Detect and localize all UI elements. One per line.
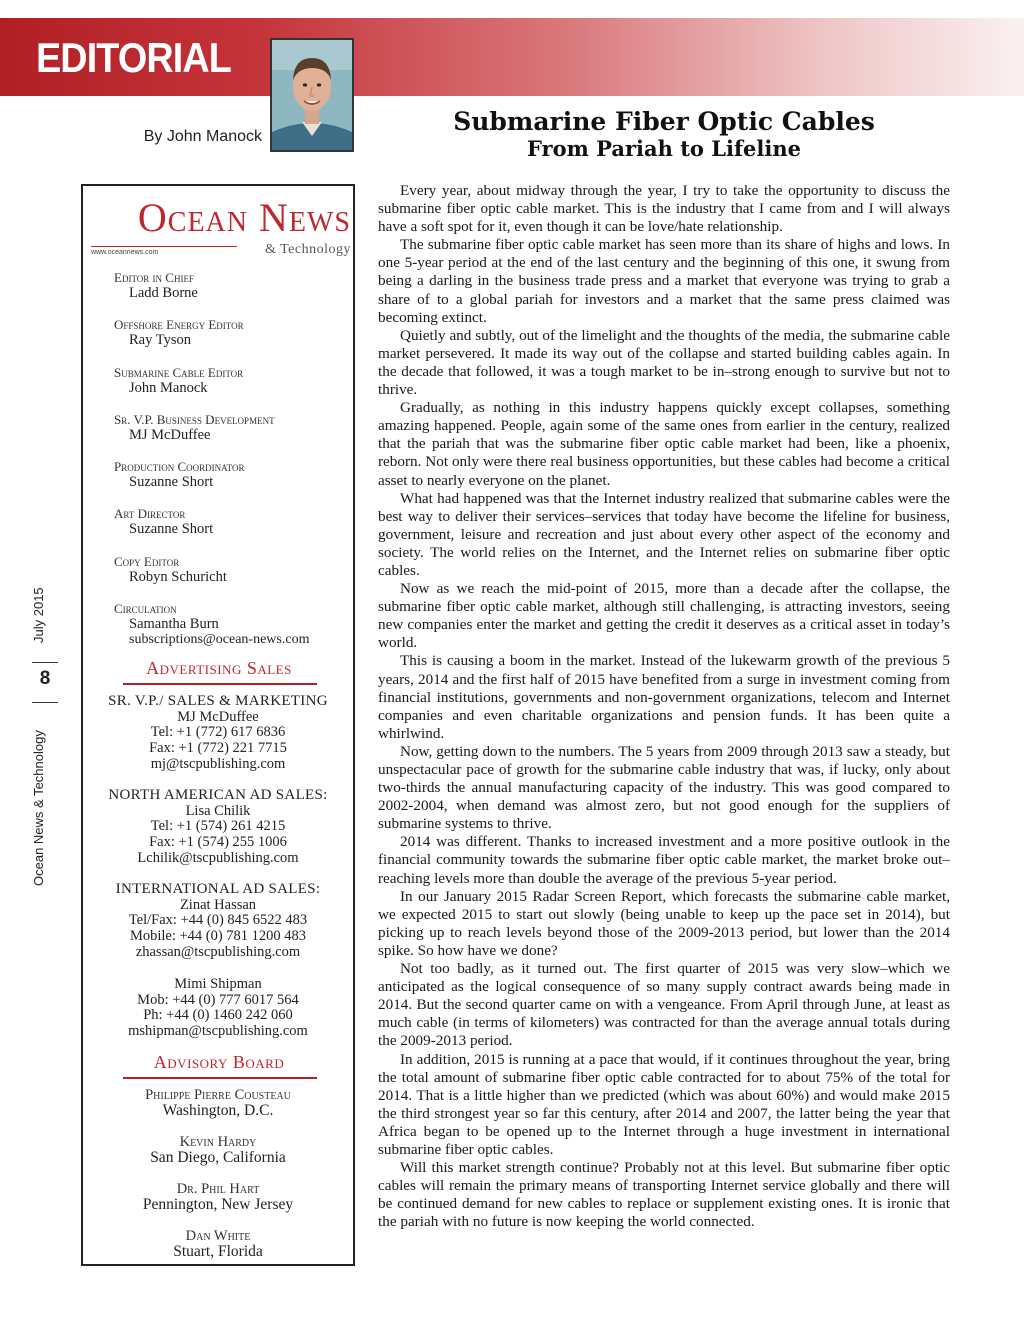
ad-contact-email[interactable]: zhassan@tscpublishing.com xyxy=(135,943,301,960)
article-paragraph: Will this market strength continue? Probably not at this level. But submarine fiber optic cables will remain the primary means of transporting Internet service globally and there will be continued demand for new cables to replace or supplement existing ones. It is ironic that the pariah with no future is now keeping the world connected. xyxy=(378,1159,950,1231)
logo-url: www.oceannews.com xyxy=(91,249,159,256)
ad-contact-block xyxy=(83,788,353,867)
staff-entry xyxy=(114,365,354,412)
logo-tagline: & Technology xyxy=(264,242,351,257)
article-paragraph: In addition, 2015 is running at a pace that would, if it continues throughout the year, bring the total amount of submarine fiber optic cable contracted for to about 75% of the total for 2014. That is a little higher than we predicted (which was about 60%) and would make 2015 the third strongest year so far this century, after 2014 and 2007, the latter being the year that Africa began to be opened up to the Internet through a huge investment in international submarine fiber optic cables. xyxy=(378,1050,950,1158)
ad-contact-line: Fax: +1 (574) 255 1006 xyxy=(149,834,287,851)
article-paragraph: Not too badly, as it turned out. The first quarter of 2015 was very slow–which we anticipated as the logical consequence of so many supply contract awards being made in 2014. But the second quarter came on with a vengeance. From April through June, at least as much cable (in terms of kilometers) was contracted for than the average annual totals during the 2009-2013 period. xyxy=(378,960,950,1050)
advisory-member-place: Pennington, New Jersey xyxy=(142,1196,294,1213)
staff-name: MJ McDuffee xyxy=(129,426,211,443)
advisory-member xyxy=(83,1228,353,1260)
advisory-member-name: Dan White xyxy=(185,1228,251,1244)
advisory-member-name: Dr. Phil Hart xyxy=(176,1181,260,1197)
ad-contact-block xyxy=(83,694,353,773)
byline: By John Manock xyxy=(143,128,262,145)
advisory-member xyxy=(83,1134,353,1166)
advertising-sales-heading: Advertising Sales xyxy=(146,658,292,678)
staff-name: Suzanne Short xyxy=(129,521,214,538)
ad-contact-email[interactable]: Lchilik@tscpublishing.com xyxy=(137,849,299,866)
article-body xyxy=(378,182,950,1231)
advisory-rule xyxy=(123,1077,317,1079)
ad-contact-line: Tel: +1 (772) 617 6836 xyxy=(150,724,286,741)
staff-role: Production Coordinator xyxy=(114,459,245,475)
ad-contact-line: Zinat Hassan xyxy=(179,896,257,913)
advisory-member-place: Washington, D.C. xyxy=(162,1102,274,1119)
folio-rule xyxy=(32,662,58,663)
staff-role: Submarine Cable Editor xyxy=(114,364,244,380)
page-number: 8 xyxy=(39,668,51,689)
section-label: EDITORIAL xyxy=(36,34,231,81)
staff-list xyxy=(114,270,354,648)
article-paragraph: Now as we reach the mid-point of 2015, more than a decade after the collapse, the submarine fiber optic cable market, although still challenging, is attracting investors, seeing new companies enter the market and getting the credit it deserves as a critical asset in today’s world. xyxy=(378,580,950,652)
article-paragraph: In our January 2015 Radar Screen Report, which forecasts the submarine cable market, we expected 2015 to start out slowly (being unable to keep up the pace set in 2014), but picking up to reach levels beyond those of the 2009-2013 period, but lower than the 2014 spike. So how have we done? xyxy=(378,887,950,959)
ad-contact-block xyxy=(83,977,353,1040)
advertising-rule xyxy=(123,683,317,685)
magazine-name: Ocean News & Technology xyxy=(31,730,46,886)
advisory-member-name: Kevin Hardy xyxy=(179,1134,257,1150)
staff-entry xyxy=(114,317,354,364)
folio-rule xyxy=(32,702,58,703)
staff-role: Copy Editor xyxy=(114,553,180,569)
headline-title: Submarine Fiber Optic Cables xyxy=(453,107,875,136)
staff-name: Robyn Schuricht xyxy=(129,568,227,585)
ad-contact-line: Fax: +1 (772) 221 7715 xyxy=(149,740,287,757)
staff-role: Art Director xyxy=(114,506,186,522)
article-paragraph: What had happened was that the Internet industry realized that submarine cables were the best way to deliver their services–services that today have become the lifeline for business, government, leisure and recreation and just about every other aspect of the economy and society. The world relies on the Internet, and the Internet relies on submarine fiber optic cables. xyxy=(378,489,950,579)
staff-name: John Manock xyxy=(129,379,208,396)
staff-entry xyxy=(114,459,354,506)
article-paragraph: This is causing a boom in the market. Instead of the lukewarm growth of the previous 5 years, 2014 and the first half of 2015 have benefited from a surge in investment coming from financial institutions, governments and non-government organizations, telecom and Internet companies and even charitable organizations and pension funds. It has been quite a whirlwind. xyxy=(378,652,950,742)
article-paragraph: Every year, about midway through the year, I try to take the opportunity to discuss the submarine fiber optic cable market. This is the industry that I came from and I will always have a soft spot for it, even though it can be love/hate relationship. xyxy=(378,182,950,236)
article-paragraph: The submarine fiber optic cable market has seen more than its share of highs and lows. In one 5-year period at the end of the last century and the beginning of this one, it swung from being a darling in the business trade press and a market that everyone was trying to grab a share of to a global pariah for investors and a market that the same press claimed was becoming extinct. xyxy=(378,236,950,326)
advisory-member-place: Stuart, Florida xyxy=(173,1243,263,1260)
staff-name: Ladd Borne xyxy=(129,285,198,301)
ad-contact-line: Ph: +44 (0) 1460 242 060 xyxy=(143,1007,293,1024)
staff-role: Editor in Chief xyxy=(114,270,194,285)
ad-contact-block xyxy=(83,882,353,961)
ad-contact-title: NORTH AMERICAN AD SALES: xyxy=(108,787,328,803)
staff-name: Suzanne Short xyxy=(129,474,214,491)
article-headline xyxy=(378,108,950,162)
staff-name: Samantha Burn xyxy=(129,616,219,633)
page-folio xyxy=(30,580,60,910)
advisory-member xyxy=(83,1087,353,1119)
staff-entry xyxy=(114,412,354,459)
staff-role: Circulation xyxy=(114,601,177,617)
logo-wordmark: Ocean News xyxy=(137,195,351,240)
article-paragraph: Now, getting down to the numbers. The 5 years from 2009 through 2013 saw a steady, but unspectacular pace of growth for the submarine cable industry that was, if lucky, only about two-thirds the annual manufacturing capacity of the industry. This was good compared to 2002-2004, when demand was almost zero, but not good enough for the suppliers of submarine systems to thrive. xyxy=(378,742,950,833)
staff-entry xyxy=(114,554,354,601)
author-photo xyxy=(270,38,354,152)
advisory-member-place: San Diego, California xyxy=(150,1149,286,1166)
advisory-member xyxy=(83,1181,353,1213)
ad-contact-email[interactable]: mshipman@tscpublishing.com xyxy=(128,1023,308,1040)
staff-role: Sr. V.P. Business Development xyxy=(114,411,275,427)
article-paragraph: 2014 was different. Thanks to increased investment and a more positive outlook in the financial community towards the submarine fiber optic cable market, the market broke out–reaching levels more than double the average of the previous 5-year period. xyxy=(378,833,950,887)
staff-entry xyxy=(114,270,354,317)
article-paragraph: Quietly and subtly, out of the limelight and the thoughts of the media, the submarine cable market persevered. It made its way out of the collapse and started building cables again. In the decade that followed, it was a tough market to be in–strong enough to survive but not to thrive. xyxy=(378,326,950,399)
ad-contact-line: Mimi Shipman xyxy=(174,976,262,992)
article-paragraph: Gradually, as nothing in this industry happens quickly except collapses, something amazing happened. People, again some of the same ones from earlier in the century, realized that the pariah that was the submarine fiber optic cable market had been, like a phoenix, reborn. Not only were there real business opportunities, but these cables had become a critical asset to nearly everyone on the planet. xyxy=(378,399,950,489)
ad-contact-email[interactable]: mj@tscpublishing.com xyxy=(150,755,286,772)
advisory-board-heading: Advisory Board xyxy=(153,1052,285,1072)
logo-rule xyxy=(91,246,237,247)
author-portrait-icon xyxy=(272,40,352,150)
issue-date: July 2015 xyxy=(31,587,46,643)
masthead-sidebar xyxy=(81,184,355,1266)
ad-contact-title: INTERNATIONAL AD SALES: xyxy=(115,881,321,897)
ad-contact-line: Mobile: +44 (0) 781 1200 483 xyxy=(129,928,307,945)
staff-entry xyxy=(114,601,354,648)
staff-role: Offshore Energy Editor xyxy=(114,317,244,333)
ocean-news-logo xyxy=(89,195,351,258)
ad-contact-line: Mob: +44 (0) 777 6017 564 xyxy=(137,991,299,1008)
subscriptions-email[interactable]: subscriptions@ocean-news.com xyxy=(129,632,310,648)
ad-contact-line: Lisa Chilik xyxy=(185,802,251,819)
advisory-member-name: Philippe Pierre Cousteau xyxy=(145,1087,291,1103)
ad-contact-line: MJ McDuffee xyxy=(177,708,259,725)
headline-subtitle: From Pariah to Lifeline xyxy=(527,136,801,161)
ad-contact-title: SR. V.P./ SALES & MARKETING xyxy=(108,693,328,709)
staff-entry xyxy=(114,506,354,553)
ad-contact-line: Tel/Fax: +44 (0) 845 6522 483 xyxy=(128,912,308,929)
ad-contact-line: Tel: +1 (574) 261 4215 xyxy=(150,818,286,835)
staff-name: Ray Tyson xyxy=(129,332,191,349)
